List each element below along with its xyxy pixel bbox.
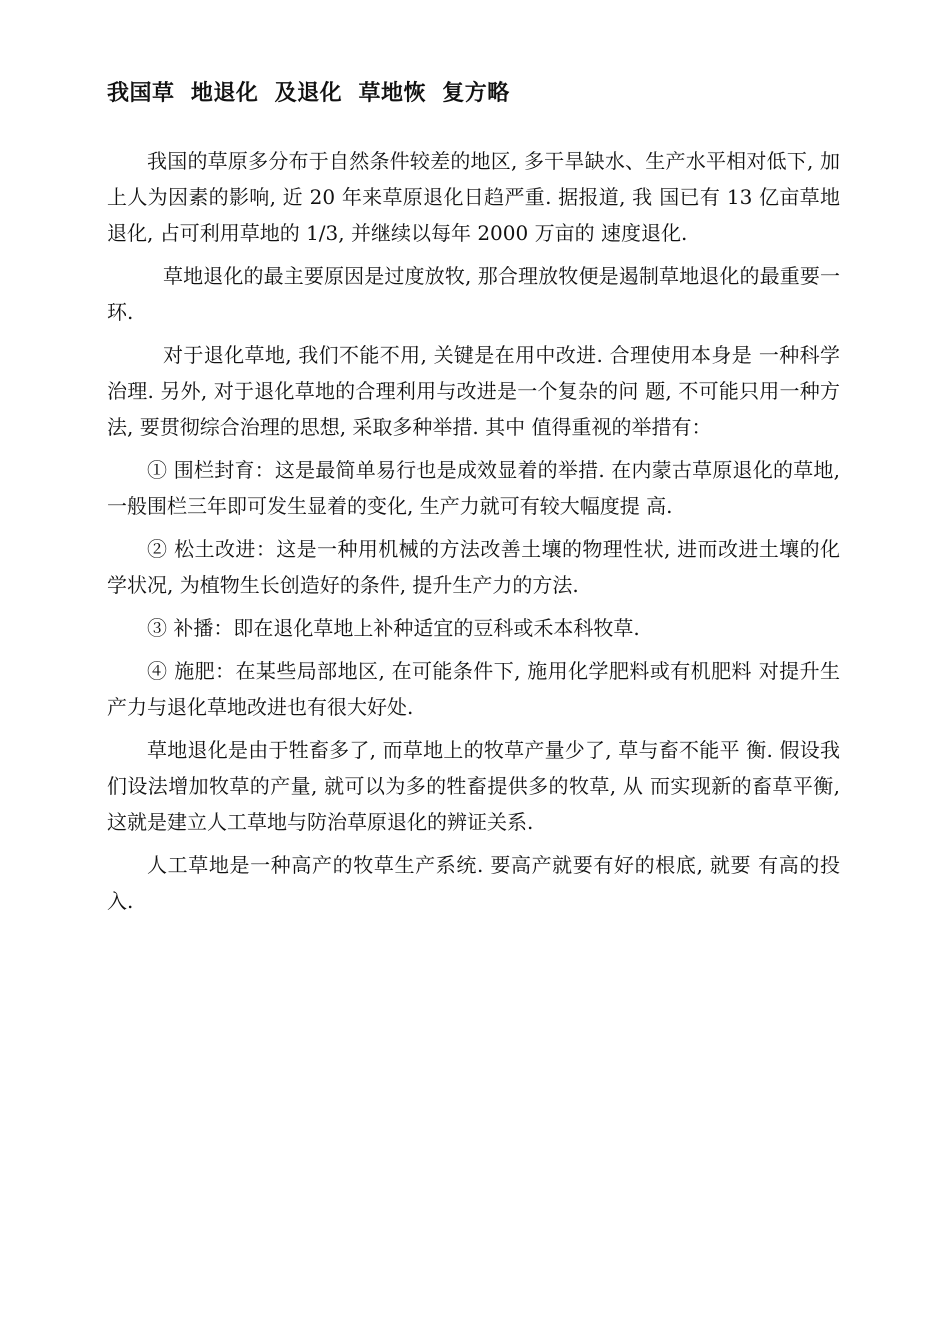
document-title: 我国草 地退化 及退化 草地恢 复方略 <box>107 81 510 106</box>
document-body <box>107 143 840 926</box>
paragraph-intro: 我国的草原多分布于自然条件较差的地区, 多干旱缺水、生产水平相对低下, 加上人为因素的影响, 近 20 年来草原退化日趋严重. 据报道, 我 国已有 13 亿亩草地退化, 占可利用草地的 1/3, 并继续以每年 2000 万亩的 速度退化. <box>107 149 840 245</box>
list-item-fertilizing: ④ 施肥：在某些局部地区, 在可能条件下, 施用化学肥料或有机肥料 对提升生产力与退化草地改进也有很大好处. <box>107 659 840 719</box>
paragraph-measures: 对于退化草地, 我们不能不用, 关键是在用中改进. 合理使用本身是 一种科学治理. 另外, 对于退化草地的合理利用与改进是一个复杂的问 题, 不可能只用一种方法, 要贯彻综合治理的思想, 采取多种举措. 其中 值得重视的举措有： <box>107 343 840 439</box>
list-item-fencing: ① 围栏封育：这是最简单易行也是成效显着的举措. 在内蒙古草原退化的草地, 一般围栏三年即可发生显着的变化, 生产力就可有较大幅度提 高. <box>107 458 840 518</box>
list-item-loosening: ② 松土改进：这是一种用机械的方法改善土壤的物理性状, 进而改进土壤的化学状况, 为植物生长创造好的条件, 提升生产力的方法. <box>107 537 840 597</box>
paragraph-balance: 草地退化是由于牲畜多了, 而草地上的牧草产量少了, 草与畜不能平 衡. 假设我们设法增加牧草的产量, 就可以为多的牲畜提供多的牧草, 从 而实现新的畜草平衡, 这就是建立人工草地与防治草原退化的辨证关系. <box>107 738 840 834</box>
list-item-reseeding: ③ 补播：即在退化草地上补种适宜的豆科或禾本科牧草. <box>147 616 640 640</box>
paragraph-cause: 草地退化的最主要原因是过度放牧, 那合理放牧便是遏制草地退化的最重要一环. <box>107 264 840 324</box>
paragraph-artificial-grassland: 人工草地是一种高产的牧草生产系统. 要高产就要有好的根底, 就要 有高的投入. <box>107 853 840 913</box>
